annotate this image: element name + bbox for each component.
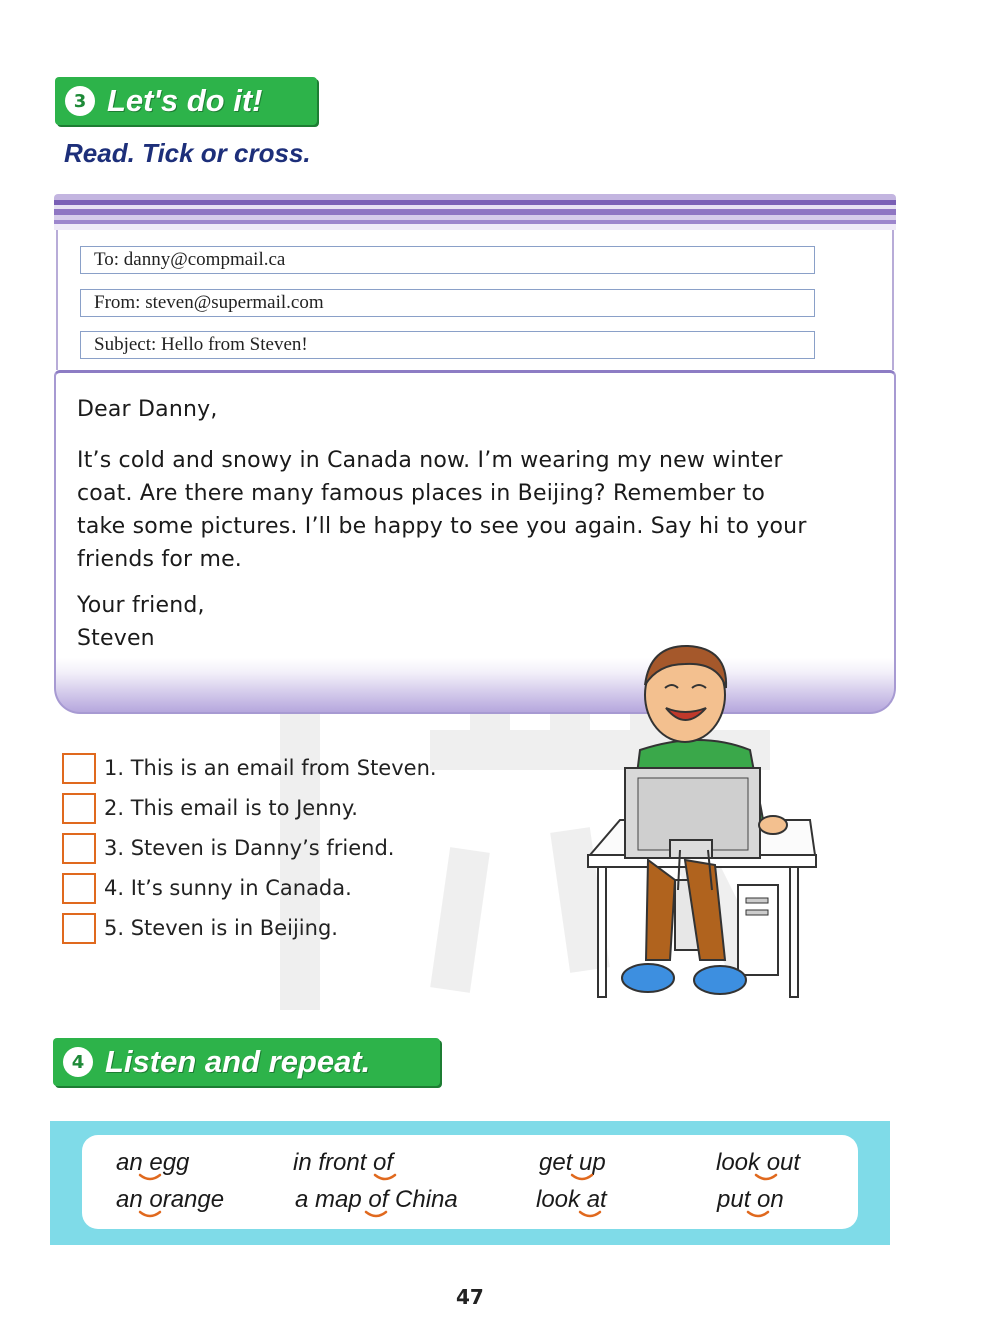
- statement-2: 2. This email is to Jenny.: [104, 796, 358, 820]
- statement-4: 4. It’s sunny in Canada.: [104, 876, 352, 900]
- link-mark-put-on: [748, 1212, 768, 1216]
- email-greeting: Dear Danny,: [77, 397, 218, 422]
- email-to-field: To: danny@compmail.ca: [80, 246, 815, 274]
- email-body-line-1: It’s cold and snowy in Canada now. I’m wearing my new winter: [77, 448, 783, 473]
- email-signature: Steven: [77, 626, 155, 651]
- section-4-number: 4: [63, 1047, 93, 1077]
- link-mark-an-egg: [140, 1175, 160, 1179]
- instruction-text: Read. Tick or cross.: [64, 138, 311, 168]
- section-3-title: Let's do it!: [107, 83, 263, 118]
- email-body-line-3: take some pictures. I’ll be happy to see you again. Say hi to your: [77, 514, 807, 539]
- page-number: 47: [456, 1285, 484, 1309]
- phrase-get-up: get up: [539, 1149, 606, 1176]
- email-closing: Your friend,: [77, 593, 205, 618]
- statement-5: 5. Steven is in Beijing.: [104, 916, 338, 940]
- link-mark-an-orange: [140, 1212, 160, 1216]
- section-3-number: 3: [65, 86, 95, 116]
- email-subject-field: Subject: Hello from Steven!: [80, 331, 815, 359]
- link-mark-get-up: [572, 1175, 592, 1179]
- link-mark-look-at: [580, 1212, 600, 1216]
- statement-1: 1. This is an email from Steven.: [104, 756, 437, 780]
- section-4-title: Listen and repeat.: [105, 1044, 371, 1079]
- phrase-in-front-of: in front of: [293, 1149, 394, 1176]
- link-mark-map-of: [366, 1212, 386, 1216]
- phrase-put-on: put on: [717, 1186, 784, 1213]
- link-mark-front-of: [375, 1175, 395, 1179]
- phrase-look-at: look at: [536, 1186, 607, 1213]
- phrase-a-map-of-china: a map of China: [295, 1186, 458, 1213]
- phrase-an-orange: an orange: [116, 1186, 225, 1213]
- statement-3: 3. Steven is Danny’s friend.: [104, 836, 395, 860]
- phrase-an-egg: an egg: [116, 1149, 190, 1176]
- link-mark-look-out: [756, 1175, 776, 1179]
- email-body-line-4: friends for me.: [77, 547, 243, 572]
- email-body-line-2: coat. Are there many famous places in Beijing? Remember to: [77, 481, 766, 506]
- email-from-field: From: steven@supermail.com: [80, 289, 815, 317]
- phrase-look-out: look out: [716, 1149, 801, 1176]
